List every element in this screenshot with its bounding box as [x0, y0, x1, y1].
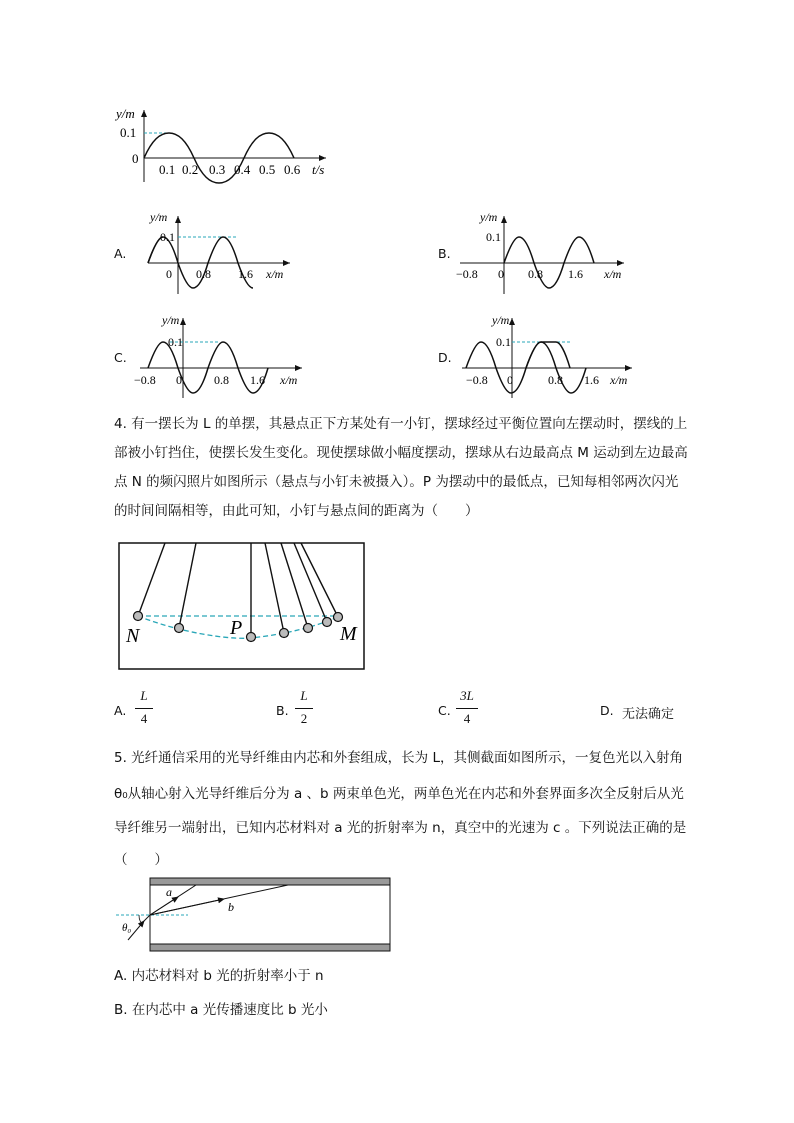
tick: 0.8 — [528, 267, 543, 281]
tick: 1.6 — [584, 373, 599, 387]
numerator: L — [140, 688, 148, 703]
option-letter: D. — [600, 703, 614, 718]
option-letter: B. — [276, 703, 289, 718]
option-letter: A. — [114, 703, 127, 718]
q4-option-c[interactable] — [438, 688, 498, 732]
ylabel: y/m — [116, 106, 135, 121]
xlabel: x/m — [266, 267, 284, 281]
tick: 0.3 — [209, 162, 226, 177]
q5-line-1: 5. 光纤通信采用的光导纤维由内芯和外套组成，长为 L，其侧截面如图所示，一复色光以入射角 — [114, 750, 683, 766]
tick: −0.8 — [134, 373, 156, 387]
denominator: 4 — [463, 711, 471, 726]
optical-fiber-diagram — [112, 876, 396, 956]
tick: −0.8 — [466, 373, 488, 387]
option-b-graph[interactable] — [452, 206, 632, 296]
amp-label: 0.1 — [160, 230, 175, 244]
tick: 1.6 — [250, 373, 265, 387]
q5-line-2: θ₀从轴心射入光导纤维后分为 a 、b 两束单色光，两单色光在内芯和外套界面多次全反射后从光 — [114, 786, 684, 802]
option-d-letter: D. — [438, 350, 452, 365]
denominator: 2 — [300, 711, 308, 726]
q4-option-a[interactable] — [114, 688, 174, 732]
option-a-letter: A. — [114, 246, 127, 261]
amp-label: 0.1 — [168, 335, 183, 349]
q5-option-a[interactable]: A. 内芯材料对 b 光的折射率小于 n — [114, 968, 324, 984]
ylabel: y/m — [492, 313, 510, 327]
label-a: a — [166, 885, 172, 899]
q4-option-b[interactable] — [276, 688, 336, 732]
fraction-bar — [456, 708, 478, 709]
label-n: N — [126, 625, 140, 647]
fraction-bar — [135, 708, 153, 709]
q4-line-3: 点 N 的频闪照片如图所示（悬点与小钉未被摄入）。P 为摆动中的最低点，已知每相邻两次闪光 — [114, 474, 679, 490]
q4-option-d[interactable] — [600, 703, 690, 723]
option-c-graph[interactable] — [130, 308, 310, 400]
q4-line-1: 4. 有一摆长为 L 的单摆，其悬点正下方某处有一小钉，摆球经过平衡位置向左摆动时，摆线的上 — [114, 416, 688, 432]
tick: 0.2 — [182, 162, 199, 177]
tick: 0.8 — [196, 267, 211, 281]
tick: 0 — [176, 373, 182, 387]
ylabel: y/m — [480, 210, 498, 224]
origin-label: 0 — [132, 151, 139, 166]
option-d-graph[interactable] — [452, 308, 642, 400]
wave-time-graph — [100, 98, 340, 188]
tick: 0.5 — [259, 162, 276, 177]
xlabel: x/m — [604, 267, 622, 281]
label-b: b — [228, 900, 234, 914]
tick: 0.6 — [284, 162, 301, 177]
option-text: 无法确定 — [622, 707, 675, 722]
xlabel: t/s — [312, 162, 325, 177]
tick: 0.1 — [159, 162, 176, 177]
ylabel: y/m — [150, 210, 168, 224]
tick: 1.6 — [238, 267, 253, 281]
pendulum-photo-diagram — [118, 542, 368, 672]
option-c-letter: C. — [114, 350, 127, 365]
tick: 0.4 — [234, 162, 251, 177]
label-m: M — [340, 623, 357, 645]
numerator: 3L — [460, 688, 474, 703]
q5-line-3: 导纤维另一端射出，已知内芯材料对 a 光的折射率为 n，真空中的光速为 c 。下列说法正确的是 — [114, 820, 687, 836]
label-p: P — [230, 617, 243, 639]
fraction-bar — [295, 708, 313, 709]
numerator: L — [300, 688, 308, 703]
q5-option-b[interactable]: B. 在内芯中 a 光传播速度比 b 光小 — [114, 1002, 328, 1018]
xlabel: x/m — [280, 373, 298, 387]
option-b-letter: B. — [438, 246, 451, 261]
tick: 1.6 — [568, 267, 583, 281]
tick: 0.8 — [214, 373, 229, 387]
q4-line-4: 的时间间隔相等，由此可知，小钉与悬点间的距离为（ ） — [114, 503, 479, 519]
tick: 0.8 — [548, 373, 563, 387]
tick: 0 — [498, 267, 504, 281]
option-a-graph[interactable] — [130, 206, 300, 296]
q5-line-4: （ ） — [114, 852, 168, 868]
option-letter: C. — [438, 703, 451, 718]
tick: 0 — [166, 267, 172, 281]
amp-label: 0.1 — [120, 125, 137, 140]
xlabel: x/m — [610, 373, 628, 387]
amp-label: 0.1 — [486, 230, 501, 244]
ylabel: y/m — [162, 313, 180, 327]
tick: −0.8 — [456, 267, 478, 281]
amp-label: 0.1 — [496, 335, 511, 349]
q4-line-2: 部被小钉挡住，使摆长发生变化。现使摆球做小幅度摆动，摆球从右边最高点 M 运动到左边最高 — [114, 445, 688, 461]
label-theta: θ₀ — [122, 922, 132, 934]
tick: 0 — [507, 373, 513, 387]
denominator: 4 — [140, 711, 148, 726]
